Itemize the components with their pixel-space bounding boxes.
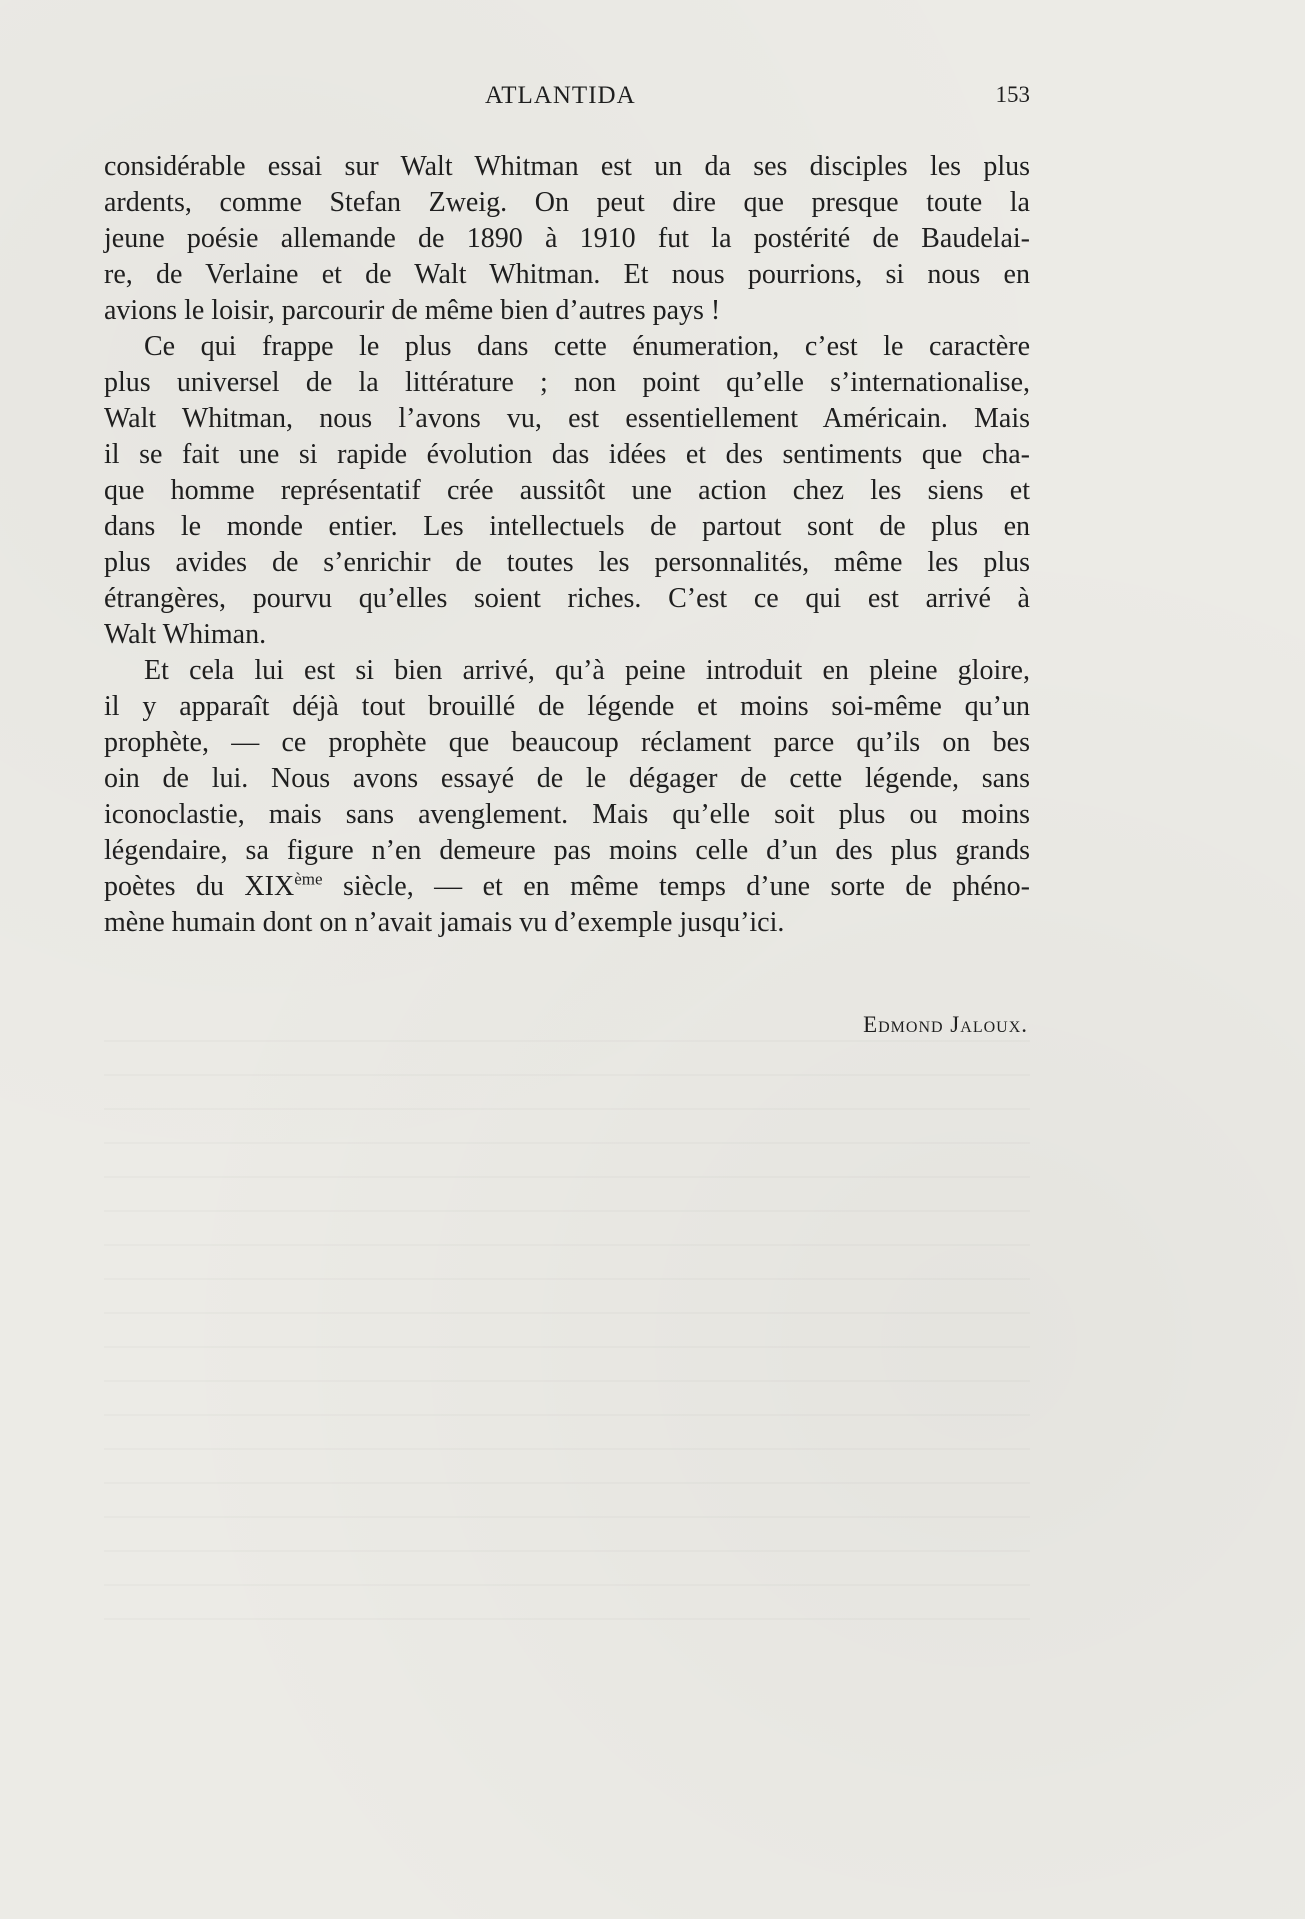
text-line: légendaire, sa figure n’en demeure pas moins celle d’un des plus grands (104, 835, 1030, 866)
text-line: il y apparaît déjà tout brouillé de légende et moins soi-même qu’un (104, 691, 1030, 722)
show-through-texture (104, 1040, 1030, 1640)
running-title: ATLANTIDA (485, 82, 636, 109)
running-head (104, 82, 1030, 116)
text-line: Walt Whitman, nous l’avons vu, est essentiellement Américain. Mais (104, 403, 1030, 434)
text-line: plus universel de la littérature ; non point qu’elle s’internationalise, (104, 367, 1030, 398)
article-body (104, 149, 1030, 941)
text-line: iconoclastie, mais sans avenglement. Mais qu’elle soit plus ou moins (104, 799, 1030, 830)
text-line: re, de Verlaine et de Walt Whitman. Et nous pourrions, si nous en (104, 259, 1030, 290)
text-line-superscript (104, 869, 1030, 905)
text-line: oin de lui. Nous avons essayé de le dégager de cette légende, sans (104, 763, 1030, 794)
superscript-suffix: ème (294, 869, 323, 889)
text-line: jeune poésie allemande de 1890 à 1910 fut la postérité de Baudelai- (104, 223, 1030, 254)
text-line: prophète, — ce prophète que beaucoup réclament parce qu’ils on bes (104, 727, 1030, 758)
text-line: il se fait une si rapide évolution das idées et des sentiments que cha- (104, 439, 1030, 470)
text-line: plus avides de s’enrichir de toutes les personnalités, même les plus (104, 547, 1030, 578)
text-line: considérable essai sur Walt Whitman est un da ses disciples les plus (104, 151, 1030, 182)
text-line: dans le monde entier. Les intellectuels de partout sont de plus en (104, 511, 1030, 542)
superscript-line-prefix: poètes du XIX (104, 871, 295, 902)
text-line: ardents, comme Stefan Zweig. On peut dire que presque toute la (104, 187, 1030, 218)
text-line: mène humain dont on n’avait jamais vu d’exemple jusqu’ici. (104, 907, 785, 938)
text-line: Walt Whiman. (104, 619, 267, 650)
text-line: avions le loisir, parcourir de même bien d’autres pays ! (104, 295, 721, 326)
text-line: Et cela lui est si bien arrivé, qu’à peine introduit en pleine gloire, (144, 655, 1030, 686)
page-number: 153 (995, 82, 1030, 107)
superscript-line-suffix: siècle, — et en même temps d’une sorte de phéno- (322, 871, 1030, 902)
text-line: Ce qui frappe le plus dans cette énumeration, c’est le caractère (144, 331, 1030, 362)
author-signature: Edmond Jaloux. (863, 1012, 1028, 1037)
text-line: que homme représentatif crée aussitôt une action chez les siens et (104, 475, 1030, 506)
text-line: étrangères, pourvu qu’elles soient riches. C’est ce qui est arrivé à (104, 583, 1030, 614)
